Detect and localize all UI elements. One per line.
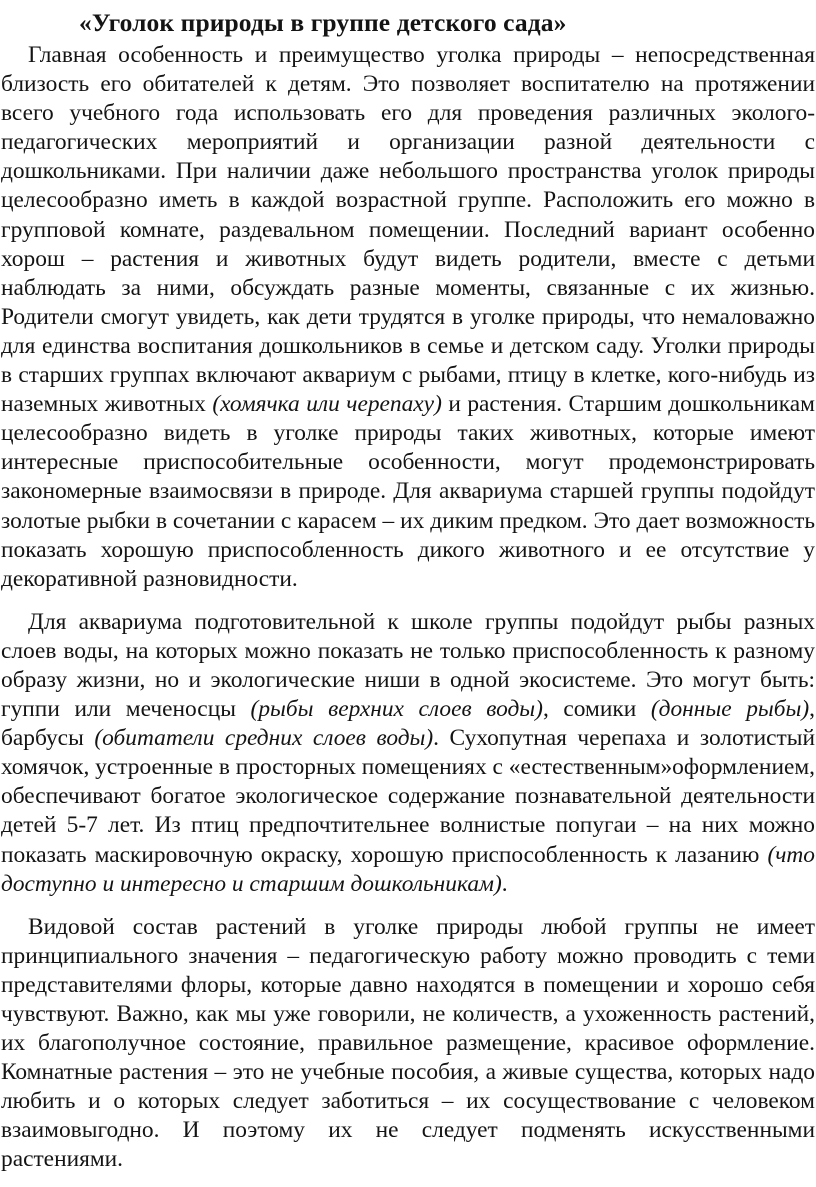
paragraph-2 xyxy=(1,608,815,899)
italic-remark: (донные рыбы) xyxy=(650,696,810,723)
italic-remark: (обитатели средних слоев воды) xyxy=(94,725,434,752)
document-title: «Уголок природы в группе детского сада» xyxy=(79,8,567,37)
paragraph-3 xyxy=(1,913,815,1175)
paragraph-1 xyxy=(1,41,815,594)
paragraph-text: Для аквариума подготовительной к школе группы подойдут рыбы разных слоев воды, на которых можно показать не только приспособленность к разному образу жизни, но и экологические ниши в одной экосистеме. Это могут быть: гуппи или меченосцы xyxy=(1,608,815,723)
paragraph-text: Видовой состав растений в уголке природы любой группы не имеет принципиального значения – педагогическую работу можно проводить с теми представителями флоры, которые давно находятся в помещении и хорошо себя чувствуют. Важно, как мы уже говорили, не количеств, а ухоженность растений, их благополучное состояние, правильное размещение, красивое оформление. Комнатные растения – это не учебные пособия, а живые существа, которых надо любить и о которых следует заботиться – их сосуществование с человеком взаимовыгодно. И поэтому их не следует подменять искусственными растениями. xyxy=(1,913,815,1173)
paragraph-text: и растения. Старшим дошкольникам целесообразно видеть в уголке природы таких животных, которые имеют интересные приспособительные особенности, могут продемонстрировать закономерные взаимосвязи в природе. Для аквариума старшей группы подойдут золотые рыбки в сочетании с карасем – их диким предком. Это дает возможность показать хорошую приспособленность дикого животного и ее отсутствие у декоративной разновидности. xyxy=(1,391,815,592)
italic-remark: (хомячка или черепаху) xyxy=(212,391,442,418)
italic-remark: (рыбы верхних слоев воды) xyxy=(250,696,543,723)
paragraph-text: . xyxy=(501,870,508,897)
paragraph-text: Главная особенность и преимущество уголка природы – непосредственная близость его обитателей к детям. Это позволяет воспитателю на протяжении всего учебного года использовать его для проведения различных эколого-педагогических мероприятий и организации разной деятельности с дошкольниками. При наличии даже небольшого пространства уголок природы целесообразно иметь в каждой возрастной группе. Расположить его можно в групповой комнате, раздевальном помещении. Последний вариант особенно хорош – растения и животных будут видеть родители, вместе с детьми наблюдать за ними, обсуждать разные моменты, связанные с их жизнью. Родители смогут увидеть, как дети трудятся в уголке природы, что немаловажно для единства воспитания дошкольников в семье и детском саду. Уголки природы в старших группах включают аквариум с рыбами, птицу в клетке, кого-нибудь из наземных животных xyxy=(1,42,815,418)
italic-remark: (что доступно и интересно и старшим дошкольникам) xyxy=(1,841,815,897)
paragraph-text: , барбусы xyxy=(1,696,815,752)
paragraph-text: , сомики xyxy=(542,696,651,723)
paragraph-text: . Сухопутная черепаха и золотистый хомячок, устроенные в просторных помещениях с «естественным»оформлением, обеспечивают богатое экологическое содержание познавательной деятельности детей 5-7 лет. Из птиц предпочтительнее волнистые попугаи – на них можно показать маскировочную окраску, хорошую приспособленность к лазанию xyxy=(1,725,815,868)
